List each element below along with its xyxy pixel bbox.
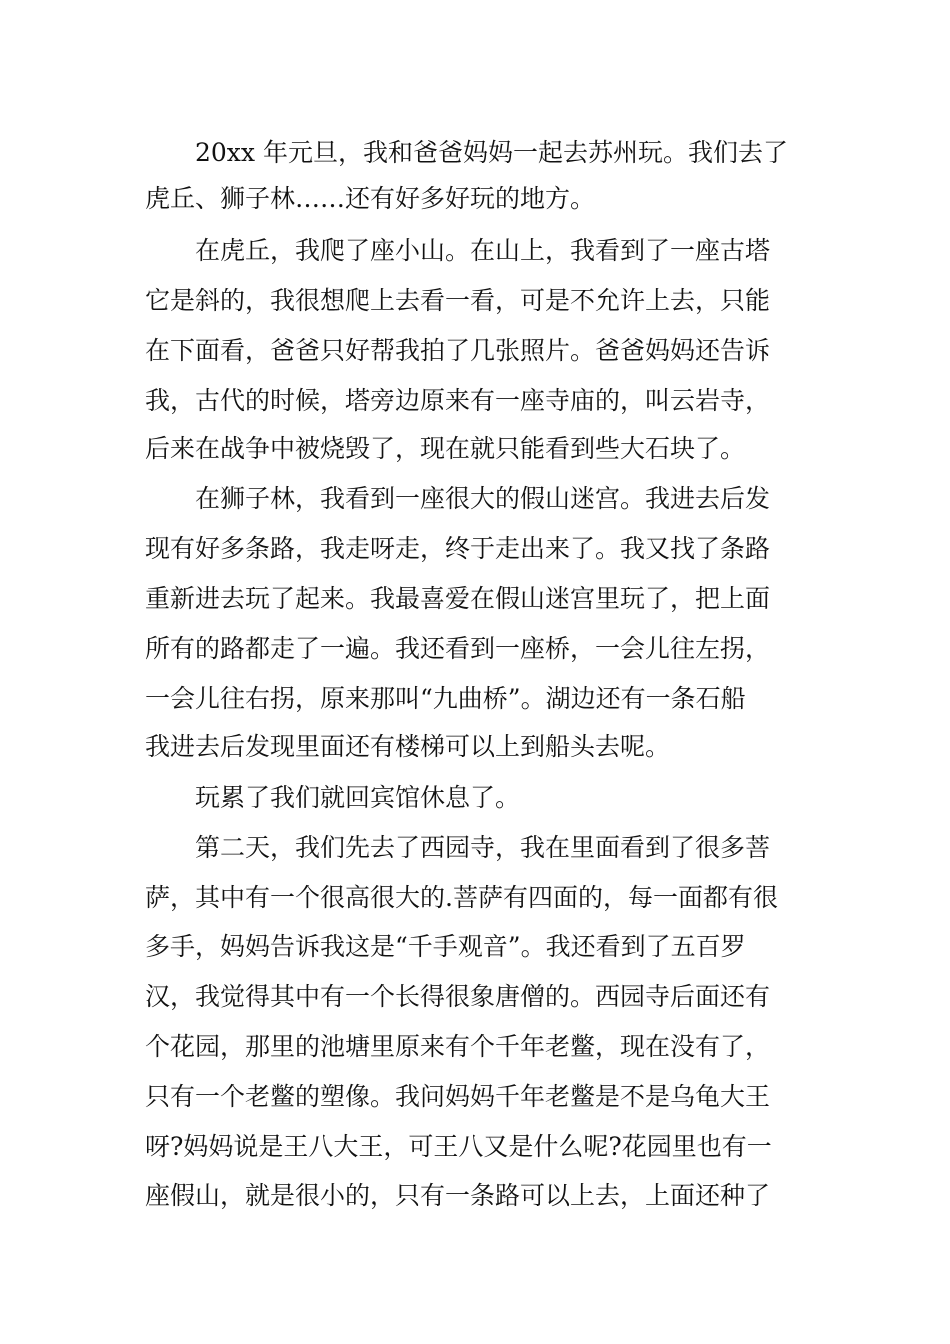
text-line: 在狮子林，我看到一座很大的假山迷宫。我进去后发 bbox=[195, 484, 771, 513]
text-line: 我进去后发现里面还有楼梯可以上到船头去呢。 bbox=[145, 732, 671, 761]
text-line: 第二天，我们先去了西园寺，我在里面看到了很多菩 bbox=[195, 833, 771, 862]
text-line: 多手，妈妈告诉我这是“千手观音”。我还看到了五百罗 bbox=[145, 932, 746, 961]
text-line: 在下面看，爸爸只好帮我拍了几张照片。爸爸妈妈还告诉 bbox=[145, 336, 771, 365]
text-line: 所有的路都走了一遍。我还看到一座桥，一会儿往左拐， bbox=[145, 634, 771, 663]
text-line: 现有好多条路，我走呀走，终于走出来了。我又找了条路 bbox=[145, 534, 771, 563]
text-line: 呀?妈妈说是王八大王，可王八又是什么呢?花园里也有一 bbox=[145, 1132, 772, 1161]
text-line: 20xx 年元旦，我和爸爸妈妈一起去苏州玩。我们去了 bbox=[195, 138, 788, 167]
text-line: 它是斜的，我很想爬上去看一看，可是不允许上去，只能 bbox=[145, 286, 771, 315]
text-line: 玩累了我们就回宾馆休息了。 bbox=[195, 783, 521, 812]
text-line: 萨，其中有一个很高很大的.菩萨有四面的，每一面都有很 bbox=[145, 883, 778, 912]
text-line: 汉，我觉得其中有一个长得很象唐僧的。西园寺后面还有 bbox=[145, 982, 771, 1011]
text-line: 个花园，那里的池塘里原来有个千年老鳖，现在没有了， bbox=[145, 1032, 771, 1061]
text-line: 重新进去玩了起来。我最喜爱在假山迷宫里玩了，把上面 bbox=[145, 584, 771, 613]
text-line: 后来在战争中被烧毁了，现在就只能看到些大石块了。 bbox=[145, 434, 746, 463]
text-line: 在虎丘，我爬了座小山。在山上，我看到了一座古塔 bbox=[195, 236, 771, 265]
text-line: 虎丘、狮子林……还有好多好玩的地方。 bbox=[145, 184, 596, 213]
text-line: 一会儿往右拐，原来那叫“九曲桥”。湖边还有一条石船 bbox=[145, 684, 746, 713]
text-line: 只有一个老鳖的塑像。我问妈妈千年老鳖是不是乌龟大王 bbox=[145, 1082, 771, 1111]
text-line: 我，古代的时候，塔旁边原来有一座寺庙的，叫云岩寺， bbox=[145, 386, 771, 415]
text-line: 座假山，就是很小的，只有一条路可以上去，上面还种了 bbox=[145, 1181, 771, 1210]
